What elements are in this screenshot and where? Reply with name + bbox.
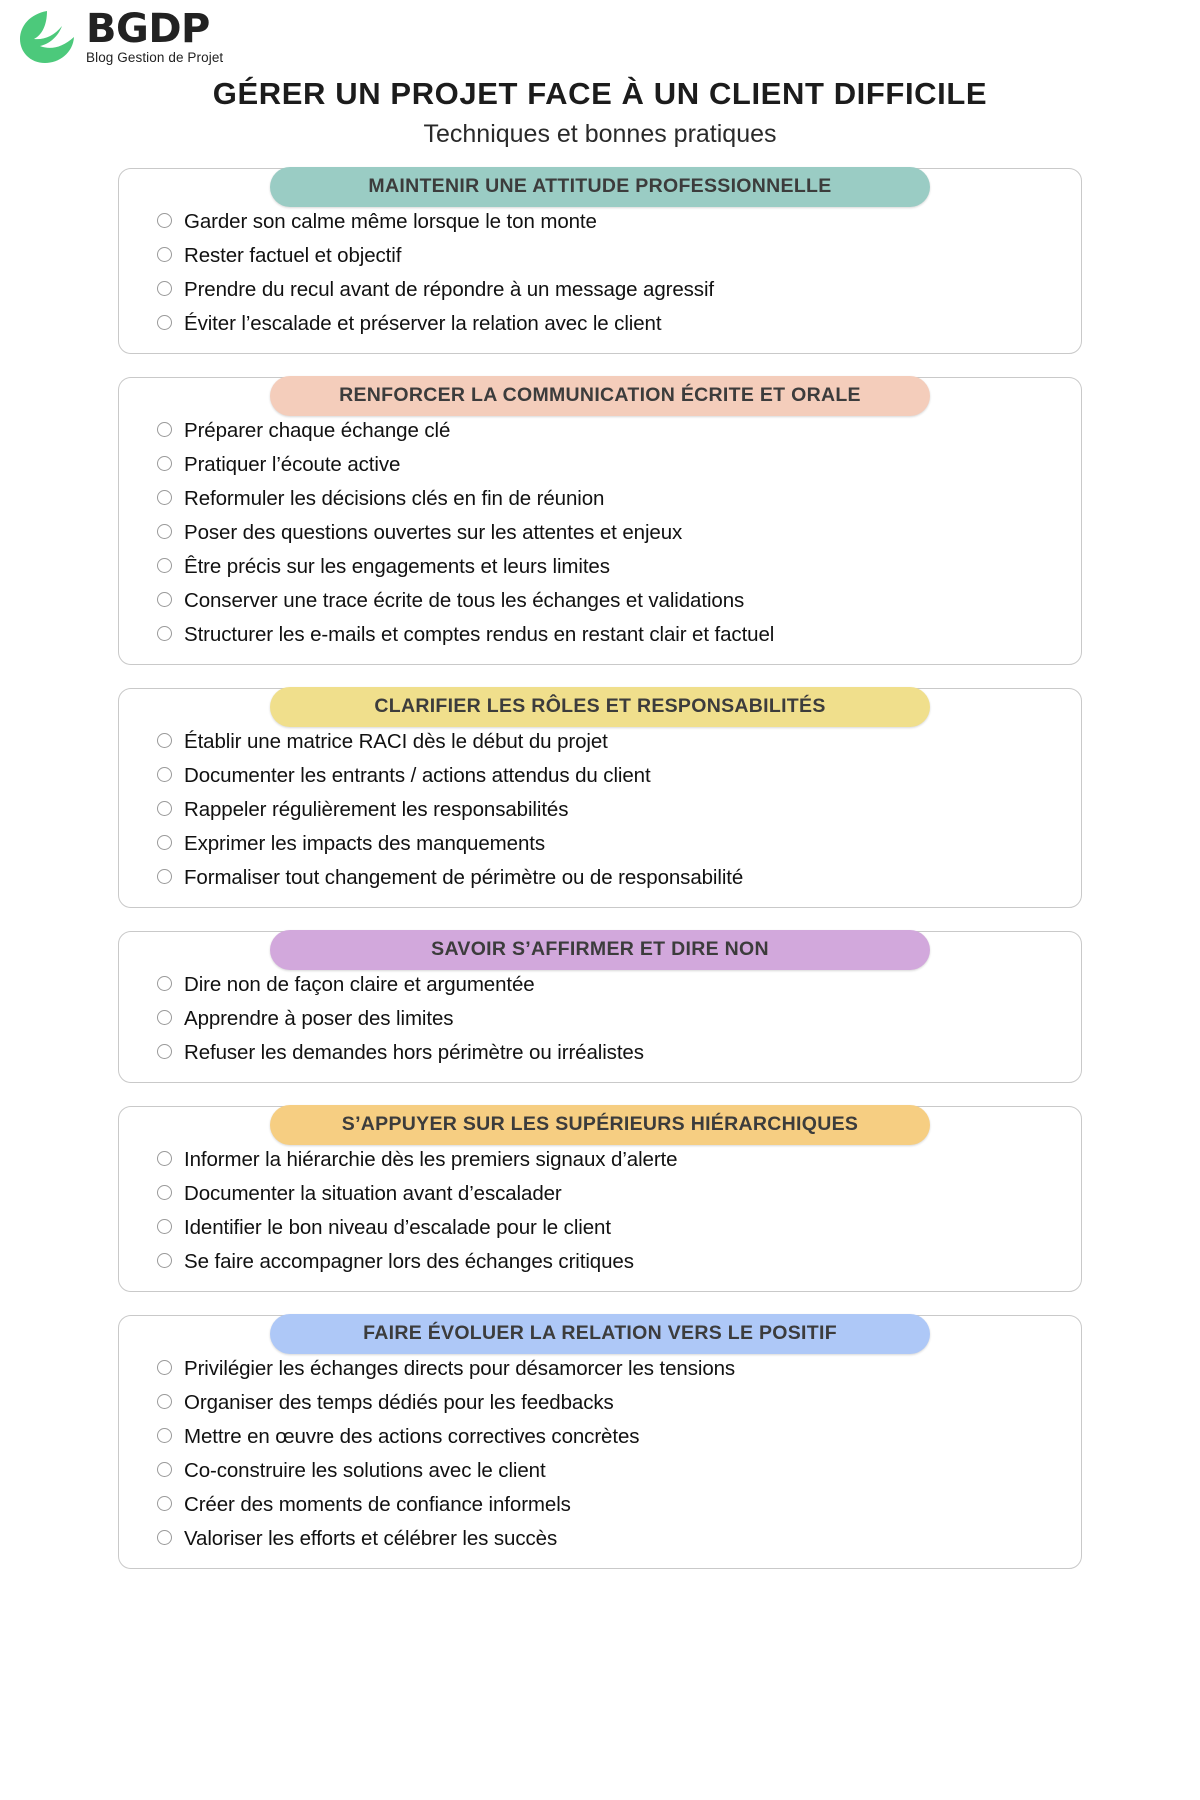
checklist-item-label: Refuser les demandes hors périmètre ou irréalistes	[184, 1041, 644, 1064]
checklist-section	[118, 1315, 1082, 1569]
checklist-item-label: Créer des moments de confiance informels	[184, 1493, 571, 1516]
section-body	[118, 377, 1082, 665]
checklist-item[interactable]	[157, 827, 1067, 861]
checklist-item-label: Exprimer les impacts des manquements	[184, 832, 545, 855]
checklist-item[interactable]	[157, 550, 1067, 584]
checklist-item-label: Se faire accompagner lors des échanges critiques	[184, 1250, 634, 1273]
checklist-item-label: Mettre en œuvre des actions correctives concrètes	[184, 1425, 640, 1448]
section-header-pill: MAINTENIR UNE ATTITUDE PROFESSIONNELLE	[270, 167, 930, 207]
checkbox-circle-icon[interactable]	[157, 1219, 172, 1234]
section-header-pill: SAVOIR S’AFFIRMER ET DIRE NON	[270, 930, 930, 970]
checklist-item[interactable]	[157, 725, 1067, 759]
checklist-item[interactable]	[157, 1386, 1067, 1420]
checklist-item[interactable]	[157, 448, 1067, 482]
checkbox-circle-icon[interactable]	[157, 733, 172, 748]
checklist-item[interactable]	[157, 759, 1067, 793]
checkbox-circle-icon[interactable]	[157, 490, 172, 505]
leaf-logo-icon	[18, 8, 76, 66]
checklist-item-label: Dire non de façon claire et argumentée	[184, 973, 535, 996]
checkbox-circle-icon[interactable]	[157, 1394, 172, 1409]
checklist-items	[133, 725, 1067, 895]
checkbox-circle-icon[interactable]	[157, 422, 172, 437]
checkbox-circle-icon[interactable]	[157, 801, 172, 816]
page-subtitle: Techniques et bonnes pratiques	[423, 120, 777, 148]
checklist-item-label: Rappeler régulièrement les responsabilités	[184, 798, 569, 821]
checkbox-circle-icon[interactable]	[157, 1360, 172, 1375]
page-header	[0, 0, 1200, 149]
checklist-item[interactable]	[157, 1454, 1067, 1488]
checklist-section	[118, 688, 1082, 908]
checklist-section	[118, 1106, 1082, 1292]
checklist-item[interactable]	[157, 1177, 1067, 1211]
checklist-item[interactable]	[157, 1143, 1067, 1177]
checkbox-circle-icon[interactable]	[157, 524, 172, 539]
checkbox-circle-icon[interactable]	[157, 1462, 172, 1477]
sections-container	[0, 168, 1200, 1569]
checklist-items	[133, 968, 1067, 1070]
checklist-item[interactable]	[157, 1522, 1067, 1556]
checklist-item-label: Documenter la situation avant d’escalader	[184, 1182, 562, 1205]
checklist-item[interactable]	[157, 1245, 1067, 1279]
checklist-items	[133, 1143, 1067, 1279]
checklist-item-label: Structurer les e-mails et comptes rendus en restant clair et factuel	[184, 623, 775, 646]
checkbox-circle-icon[interactable]	[157, 213, 172, 228]
checklist-item[interactable]	[157, 1002, 1067, 1036]
checklist-items	[133, 414, 1067, 652]
checklist-item-label: Prendre du recul avant de répondre à un message agressif	[184, 278, 715, 301]
brand-tagline: Blog Gestion de Projet	[86, 49, 224, 65]
brand-name: BGDP	[86, 5, 210, 52]
checkbox-circle-icon[interactable]	[157, 592, 172, 607]
checklist-item-label: Établir une matrice RACI dès le début du projet	[184, 730, 608, 753]
checkbox-circle-icon[interactable]	[157, 315, 172, 330]
checklist-item[interactable]	[157, 307, 1067, 341]
checklist-item[interactable]	[157, 1488, 1067, 1522]
checkbox-circle-icon[interactable]	[157, 247, 172, 262]
checkbox-circle-icon[interactable]	[157, 1253, 172, 1268]
section-header-pill: FAIRE ÉVOLUER LA RELATION VERS LE POSITIF	[270, 1314, 930, 1354]
checklist-section	[118, 168, 1082, 354]
checklist-item[interactable]	[157, 584, 1067, 618]
checklist-item[interactable]	[157, 273, 1067, 307]
checklist-section	[118, 931, 1082, 1083]
checkbox-circle-icon[interactable]	[157, 1010, 172, 1025]
checklist-item-label: Garder son calme même lorsque le ton monte	[184, 210, 597, 233]
section-header-pill: CLARIFIER LES RÔLES ET RESPONSABILITÉS	[270, 687, 930, 727]
checklist-item-label: Pratiquer l’écoute active	[184, 453, 401, 476]
checklist-item[interactable]	[157, 482, 1067, 516]
checkbox-circle-icon[interactable]	[157, 626, 172, 641]
checklist-item-label: Apprendre à poser des limites	[184, 1007, 454, 1030]
checklist-item[interactable]	[157, 414, 1067, 448]
checkbox-circle-icon[interactable]	[157, 1151, 172, 1166]
checklist-item-label: Organiser des temps dédiés pour les feedbacks	[184, 1391, 614, 1414]
checkbox-circle-icon[interactable]	[157, 1185, 172, 1200]
checkbox-circle-icon[interactable]	[157, 835, 172, 850]
checkbox-circle-icon[interactable]	[157, 456, 172, 471]
checklist-item[interactable]	[157, 793, 1067, 827]
checklist-item-label: Poser des questions ouvertes sur les attentes et enjeux	[184, 521, 683, 544]
checklist-item-label: Être précis sur les engagements et leurs limites	[184, 555, 610, 578]
checkbox-circle-icon[interactable]	[157, 281, 172, 296]
checklist-item[interactable]	[157, 239, 1067, 273]
checklist-item-label: Conserver une trace écrite de tous les échanges et validations	[184, 589, 745, 612]
brand-wordmark	[86, 5, 224, 65]
checklist-item[interactable]	[157, 516, 1067, 550]
checkbox-circle-icon[interactable]	[157, 558, 172, 573]
checkbox-circle-icon[interactable]	[157, 869, 172, 884]
checklist-item[interactable]	[157, 861, 1067, 895]
checklist-item[interactable]	[157, 618, 1067, 652]
checkbox-circle-icon[interactable]	[157, 1530, 172, 1545]
checkbox-circle-icon[interactable]	[157, 1044, 172, 1059]
checklist-item-label: Préparer chaque échange clé	[184, 419, 451, 442]
checklist-items	[133, 205, 1067, 341]
checklist-section	[118, 377, 1082, 665]
checklist-item[interactable]	[157, 1352, 1067, 1386]
brand-logo	[18, 5, 224, 66]
checklist-item-label: Co-construire les solutions avec le client	[184, 1459, 546, 1482]
checklist-item-label: Éviter l’escalade et préserver la relation avec le client	[184, 312, 662, 335]
checklist-item[interactable]	[157, 205, 1067, 239]
checklist-item-label: Identifier le bon niveau d’escalade pour le client	[184, 1216, 611, 1239]
checkbox-circle-icon[interactable]	[157, 976, 172, 991]
checklist-items	[133, 1352, 1067, 1556]
checkbox-circle-icon[interactable]	[157, 767, 172, 782]
section-header-pill: S’APPUYER SUR LES SUPÉRIEURS HIÉRARCHIQUES	[270, 1105, 930, 1145]
checklist-item[interactable]	[157, 968, 1067, 1002]
checklist-item[interactable]	[157, 1420, 1067, 1454]
checklist-item[interactable]	[157, 1211, 1067, 1245]
page-title: GÉRER UN PROJET FACE À UN CLIENT DIFFICILE	[212, 76, 988, 111]
checklist-item-label: Reformuler les décisions clés en fin de réunion	[184, 487, 605, 510]
checklist-item-label: Informer la hiérarchie dès les premiers signaux d’alerte	[184, 1148, 678, 1171]
checklist-item-label: Formaliser tout changement de périmètre ou de responsabilité	[184, 866, 744, 889]
checkbox-circle-icon[interactable]	[157, 1496, 172, 1511]
section-header-pill: RENFORCER LA COMMUNICATION ÉCRITE ET ORALE	[270, 376, 930, 416]
checklist-item-label: Documenter les entrants / actions attendus du client	[184, 764, 651, 787]
checkbox-circle-icon[interactable]	[157, 1428, 172, 1443]
checklist-item-label: Rester factuel et objectif	[184, 244, 402, 267]
checklist-item-label: Privilégier les échanges directs pour désamorcer les tensions	[184, 1357, 736, 1380]
checklist-item-label: Valoriser les efforts et célébrer les succès	[184, 1527, 558, 1550]
checklist-item[interactable]	[157, 1036, 1067, 1070]
